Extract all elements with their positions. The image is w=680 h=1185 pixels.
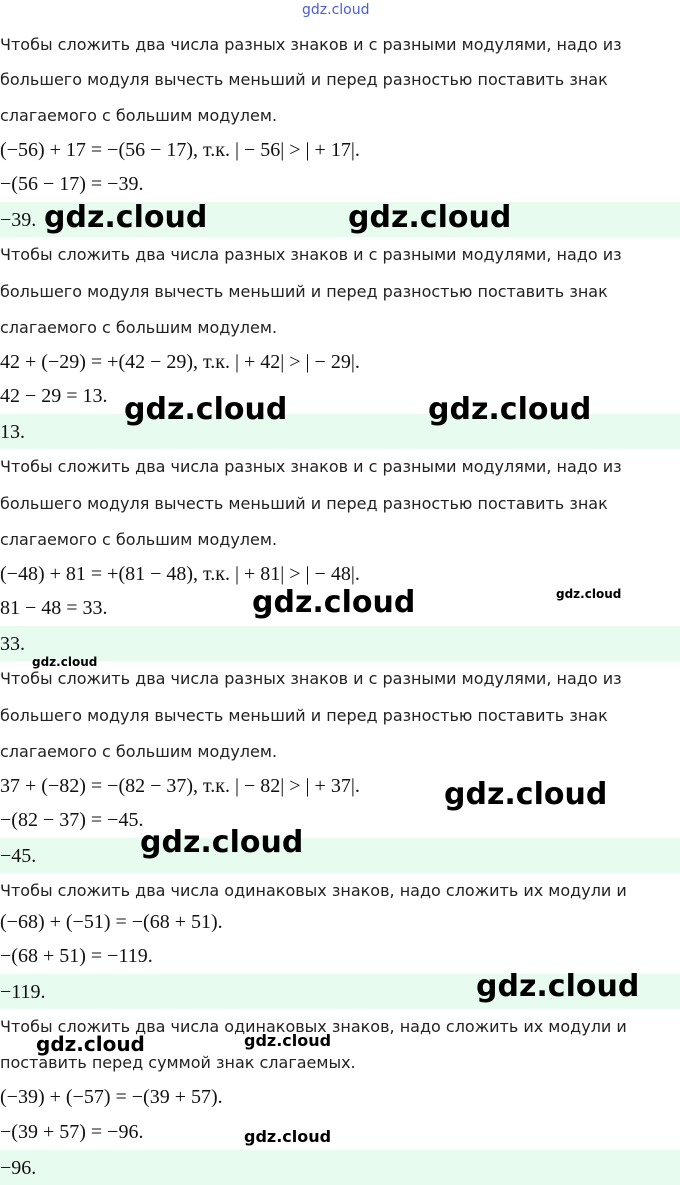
rule-line: Чтобы сложить два числа разных знаков и с разными модулями, надо из (0, 669, 622, 688)
answer-value: −119. (0, 981, 46, 1003)
math-expression: (−56) + 17 = −(56 − 17), т.к. | − 56| > | + 17|. (0, 139, 360, 161)
watermark: gdz.cloud (32, 655, 98, 669)
rule-line: слагаемого с большим модулем. (0, 106, 278, 125)
watermark: gdz.cloud (252, 585, 416, 620)
answer-value: −45. (0, 845, 37, 867)
watermark: gdz.cloud (244, 1127, 332, 1146)
rule-line: Чтобы сложить два числа разных знаков и с разными модулями, надо из (0, 35, 622, 54)
rule-line: Чтобы сложить два числа разных знаков и с разными модулями, надо из (0, 457, 622, 476)
math-expression: (−39) + (−57) = −(39 + 57). (0, 1086, 223, 1108)
watermark: gdz.cloud (444, 777, 608, 812)
math-expression: 42 − 29 = 13. (0, 385, 108, 407)
answer-band (0, 1150, 680, 1185)
math-expression: 37 + (−82) = −(82 − 37), т.к. | − 82| > | + 37|. (0, 775, 360, 797)
math-expression: (−48) + 81 = +(81 − 48), т.к. | + 81| > | − 48|. (0, 563, 360, 585)
answer-band (0, 626, 680, 661)
answer-band (0, 838, 680, 873)
watermark: gdz.cloud (476, 969, 640, 1004)
watermark: gdz.cloud (244, 1031, 332, 1050)
site-label: gdz.cloud (302, 2, 370, 18)
answer-value: 33. (0, 633, 25, 655)
rule-line: большего модуля вычесть меньший и перед разностью поставить знак (0, 706, 608, 725)
watermark: gdz.cloud (556, 587, 622, 601)
math-expression: −(39 + 57) = −96. (0, 1121, 144, 1143)
math-expression: −(68 + 51) = −119. (0, 945, 153, 967)
watermark: gdz.cloud (348, 200, 512, 235)
watermark: gdz.cloud (44, 200, 208, 235)
watermark: gdz.cloud (428, 392, 592, 427)
watermark: gdz.cloud (36, 1032, 145, 1056)
answer-value: −96. (0, 1157, 37, 1179)
rule-line: Чтобы сложить два числа разных знаков и с разными модулями, надо из (0, 245, 622, 264)
math-expression: (−68) + (−51) = −(68 + 51). (0, 911, 223, 933)
math-expression: 81 − 48 = 33. (0, 597, 108, 619)
rule-line: слагаемого с большим модулем. (0, 742, 278, 761)
rule-line: поставить перед суммой знак слагаемых. (0, 1053, 356, 1072)
rule-line: слагаемого с большим модулем. (0, 530, 278, 549)
rule-line: большего модуля вычесть меньший и перед разностью поставить знак (0, 70, 608, 89)
rule-line: Чтобы сложить два числа одинаковых знаков, надо сложить их модули и (0, 1017, 627, 1036)
watermark: gdz.cloud (124, 392, 288, 427)
answer-value: −39. (0, 209, 37, 231)
rule-line: большего модуля вычесть меньший и перед разностью поставить знак (0, 282, 608, 301)
math-expression: −(82 − 37) = −45. (0, 809, 144, 831)
math-expression: 42 + (−29) = +(42 − 29), т.к. | + 42| > | − 29|. (0, 351, 360, 373)
rule-line: большего модуля вычесть меньший и перед разностью поставить знак (0, 494, 608, 513)
rule-line: слагаемого с большим модулем. (0, 318, 278, 337)
math-expression: −(56 − 17) = −39. (0, 173, 144, 195)
answer-value: 13. (0, 421, 25, 443)
rule-line: Чтобы сложить два числа одинаковых знаков, надо сложить их модули и (0, 881, 627, 900)
watermark: gdz.cloud (140, 825, 304, 860)
